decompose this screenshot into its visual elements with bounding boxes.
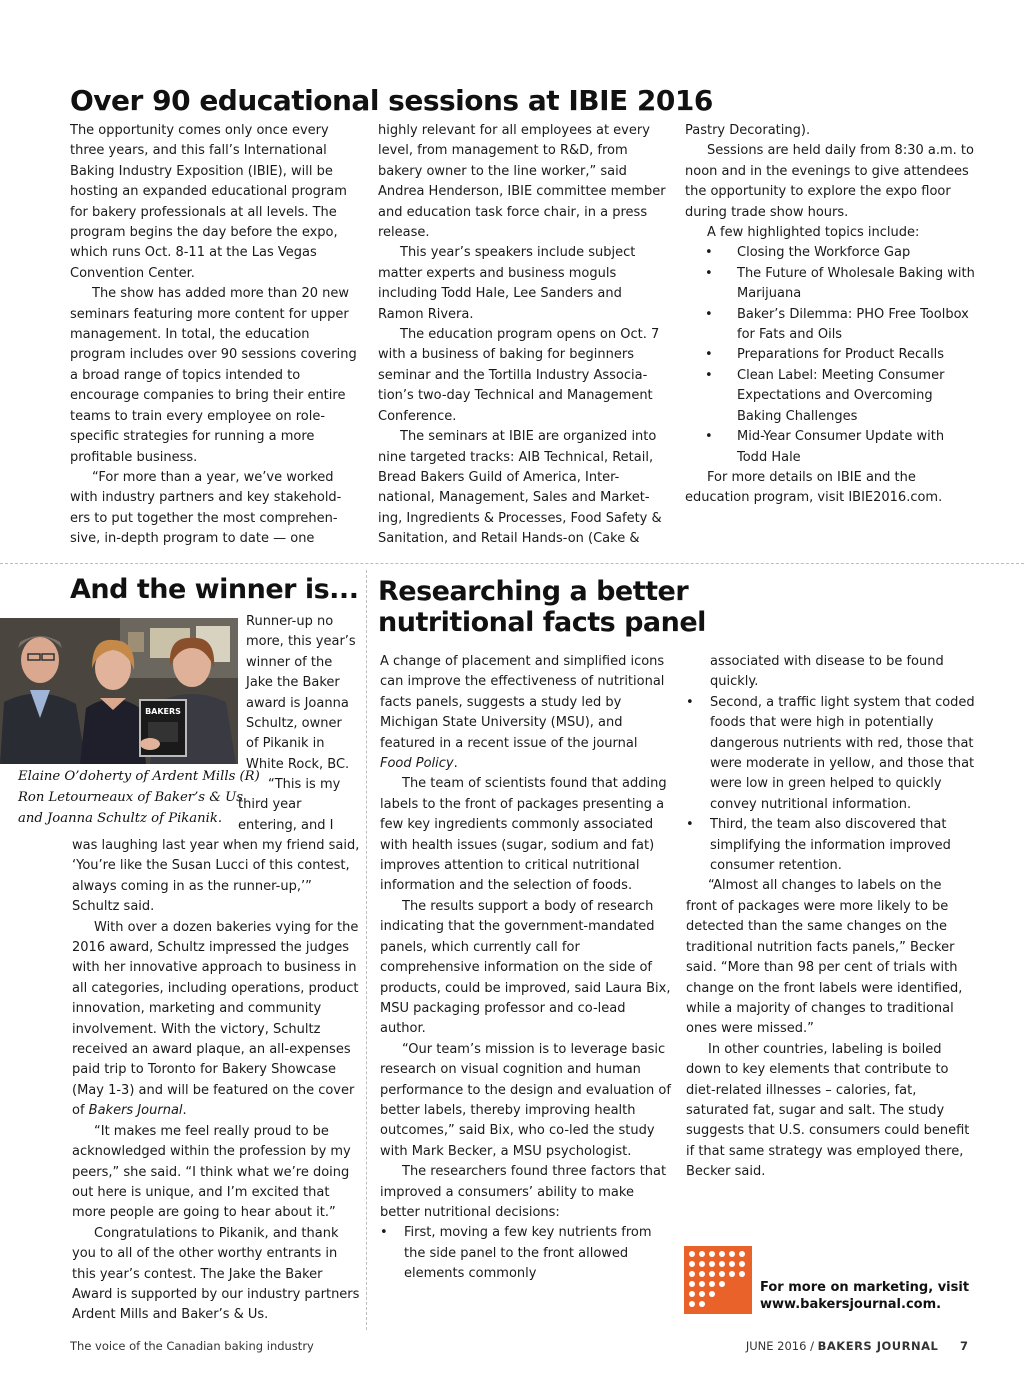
column-divider	[366, 570, 367, 1330]
paragraph: The researchers found three factors that improved a consumers’ ability to make better nutritional decisions:	[380, 1164, 667, 1220]
photo-caption	[18, 766, 260, 829]
list-item-text: Mid-Year Consumer Update with Todd Hale	[737, 429, 945, 465]
logo-dot-grid	[684, 1246, 752, 1314]
article1-column-1	[70, 121, 358, 550]
text-line: third year	[238, 797, 302, 813]
paragraph: “Almost all changes to labels on the front of packages were more likely to be detected than the same changes on the traditional nutrition facts panels,” Becker said. “More than 98 per cent of trials with change on the front labels were identified, while a majority of changes to traditional ones were missed.”	[686, 878, 963, 1037]
topic-list	[685, 243, 975, 467]
list-item-text: The Future of Wholesale Baking with Marijuana	[737, 265, 975, 302]
text-line: winner of the	[246, 654, 333, 670]
paragraph: This year’s speakers include subject matter experts and business moguls including Todd Hale, Lee Sanders and Ramon Rivera.	[378, 245, 636, 322]
paragraph: A few highlighted topics include:	[707, 225, 920, 241]
bullet-icon: •	[705, 306, 713, 322]
text-span: With over a dozen bakeries vying for the 2016 award, Schultz impressed the judges with her innovative approach to business in all categories, including operations, product innovation, marketing and community involvement. With the victory, Schultz received an award plaque, an all-expenses paid trip to Toronto for Bakery Showcase (May 1-3) and will be featured on the cover of	[72, 919, 359, 1119]
list-item	[685, 243, 975, 263]
bullet-icon: •	[705, 429, 713, 445]
list-item	[686, 815, 976, 876]
paragraph	[72, 918, 362, 1122]
paragraph: Congratulations to Pikanik, and thank you to all of the other worthy entrants in this year’s contest. The Jake the Baker Award is supported by our industry partners Ardent Mills and Baker’s & Us.	[72, 1225, 360, 1323]
footer-tagline: The voice of the Canadian baking industry	[70, 1339, 314, 1353]
text-line: entering, and I	[238, 817, 334, 833]
list-item	[685, 366, 975, 427]
issue-date: JUNE 2016 /	[745, 1339, 814, 1353]
paragraph: “Our team’s mission is to leverage basic research on visual cognition and human performance to the design and evaluation of better labels, thereby improving health outcomes,” said Bix, who co-led the study with Mark Becker, a MSU psychologist.	[380, 1041, 671, 1159]
text-line: Schultz, owner	[246, 716, 342, 732]
article2-title: And the winner is...	[70, 574, 359, 605]
list-item-text: Preparations for Product Recalls	[737, 347, 945, 363]
paragraph: was laughing last year when my friend said, ‘You’re like the Susan Lucci of this contest, always coming in as the runner-up,’” Schultz said.	[72, 838, 360, 915]
bullet-icon: •	[705, 245, 713, 261]
paragraph: “For more than a year, we’ve worked with industry partners and key stakehold-ers to put together the most comprehen-sive, in-depth program to date — one	[70, 469, 342, 547]
text-line: “This is my	[268, 777, 341, 792]
paragraph: For more details on IBIE and the education program, visit IBIE2016.com.	[685, 469, 943, 506]
paragraph: “It makes me feel really proud to be acknowledged within the profession by my peers,” she said. “I think what we’re doing out here is unique, and I’m excited that more people are going to hear about it.”	[72, 1123, 351, 1221]
bakers-journal-logo-icon	[684, 1246, 752, 1314]
article2-beside-photo	[246, 612, 362, 775]
paragraph: In other countries, labeling is boiled down to key elements that contribute to diet-related illnesses – calories, fat, saturated fat, sugar and salt. The study suggests that U.S. consumers could benefit if that same strategy was employed there, Becker said.	[686, 1041, 970, 1180]
paragraph: The show has added more than 20 new seminars featuring more content for upper management. In total, the education program includes over 90 sessions covering a broad range of topics intended to encourage companies to bring their entire teams to train every employee on role-specific strategies for running a more profitable business.	[70, 286, 357, 465]
list-item	[686, 693, 976, 815]
list-item	[685, 305, 975, 346]
list-item	[685, 427, 975, 468]
list-item	[685, 264, 975, 305]
text-line: award is Joanna	[246, 695, 349, 711]
award-photo-illustration	[0, 618, 238, 764]
article2-body	[72, 836, 362, 1326]
promo-link[interactable]: www.bakersjournal.com.	[760, 1297, 942, 1312]
italic-title: Bakers Journal	[88, 1103, 183, 1119]
list-item-text: Third, the team also discovered that simplifying the information improved consumer retention.	[710, 817, 951, 874]
text-span: .	[182, 1103, 187, 1119]
paragraph	[380, 652, 672, 774]
paragraph: The education program opens on Oct. 7 with a business of baking for beginners seminar and the Tortilla Industry Associa-tion’s two-day Technical and Management Conference.	[378, 327, 660, 424]
list-item	[685, 345, 975, 365]
text-line: Runner-up no	[246, 614, 334, 629]
list-item-text: Second, a traffic light system that coded foods that were high in potentially dangerous nutrients with red, those that were moderate in yellow, and those that were low in green helped to quickly convey nutritional information.	[710, 694, 975, 812]
section-divider	[0, 563, 1024, 564]
promo-text	[760, 1279, 969, 1313]
bullet-icon: •	[380, 1225, 388, 1241]
plaque-text: BAKERS	[145, 707, 181, 716]
text-line: White Rock, BC.	[246, 756, 350, 772]
list-item-text: Clean Label: Meeting Consumer Expectations and Overcoming Baking Challenges	[737, 367, 945, 424]
footer-folio	[746, 1339, 968, 1353]
article1-column-3	[685, 121, 975, 509]
article3-column-2	[686, 652, 976, 1183]
promo-line: For more on marketing, visit	[760, 1280, 970, 1295]
paragraph: The team of scientists found that adding labels to the front of packages presenting a few key ingredients commonly associated with health issues (sugar, sodium and fat) improves attention to critical nutritional information and the selection of foods.	[380, 776, 667, 894]
paragraph: The results support a body of research indicating that the government-mandated panels, which currently call for comprehensive information on the side of products, could be improved, said Laura Bix, MSU packaging professor and co-lead author.	[380, 898, 671, 1037]
italic-title: Food Policy	[380, 756, 454, 772]
paragraph: Sessions are held daily from 8:30 a.m. to noon and in the evenings to give attendees the opportunity to explore the expo floor during trade show hours.	[685, 143, 974, 220]
title-line: Researching a better	[378, 576, 689, 607]
article3-column-1	[380, 652, 672, 1285]
paragraph: highly relevant for all employees at every level, from management to R&D, from bakery owner to the line worker,” said Andrea Henderson, IBIE committee member and education task force chair, in a press release.	[378, 123, 666, 241]
text-span: A change of placement and simplified icons can improve the effectiveness of nutritional facts panels, suggests a study led by Michigan State University (MSU), and featured in a recent issue of the journal	[380, 654, 665, 751]
text-span: .	[453, 756, 458, 772]
list-item	[380, 1223, 672, 1284]
article2-quote-start	[238, 775, 362, 836]
text-line: of Pikanik in	[246, 736, 325, 752]
bullet-icon: •	[686, 817, 694, 833]
bullet-icon: •	[686, 694, 694, 710]
page-number: 7	[959, 1339, 968, 1353]
caption-line: Ron Letourneaux of Baker’s & Us	[18, 790, 244, 805]
bullet-icon: •	[705, 265, 713, 281]
paragraph: The seminars at IBIE are organized into nine targeted tracks: AIB Technical, Retail, Bread Bakers Guild of America, Inter-national, Management, Sales and Market-ing, Ingredients & Processes, Food Safety & Sanitation, and Retail Hands-on (Cake &	[378, 429, 662, 547]
article3-title	[378, 576, 706, 638]
bullet-icon: •	[705, 347, 713, 363]
award-photo	[0, 618, 238, 764]
list-item-text: First, moving a few key nutrients from the side panel to the front allowed elements commonly	[404, 1225, 652, 1282]
magazine-name: BAKERS JOURNAL	[817, 1339, 939, 1353]
text-line: Jake the Baker	[246, 675, 340, 691]
list-item-text: Closing the Workforce Gap	[737, 245, 911, 261]
caption-line: Elaine O’doherty of Ardent Mills (R)	[18, 769, 260, 784]
title-line: nutritional facts panel	[378, 607, 706, 638]
list-item-text: Baker’s Dilemma: PHO Free Toolbox for Fats and Oils	[737, 306, 969, 343]
list-item-text: associated with disease to be found quickly.	[710, 654, 944, 690]
text-line: more, this year’s	[246, 634, 356, 650]
paragraph: The opportunity comes only once every three years, and this fall’s International Baking Industry Exposition (IBIE), will be hosting an expanded educational program for bakery professionals at all levels. The program begins the day before the expo, which runs Oct. 8-11 at the Las Vegas Convention Center.	[70, 123, 347, 281]
bullet-icon: •	[705, 367, 713, 383]
article1-column-2	[378, 121, 670, 550]
article1-title: Over 90 educational sessions at IBIE 2016	[70, 84, 713, 117]
caption-line: and Joanna Schultz of Pikanik.	[18, 811, 223, 826]
paragraph: Pastry Decorating).	[685, 123, 811, 138]
